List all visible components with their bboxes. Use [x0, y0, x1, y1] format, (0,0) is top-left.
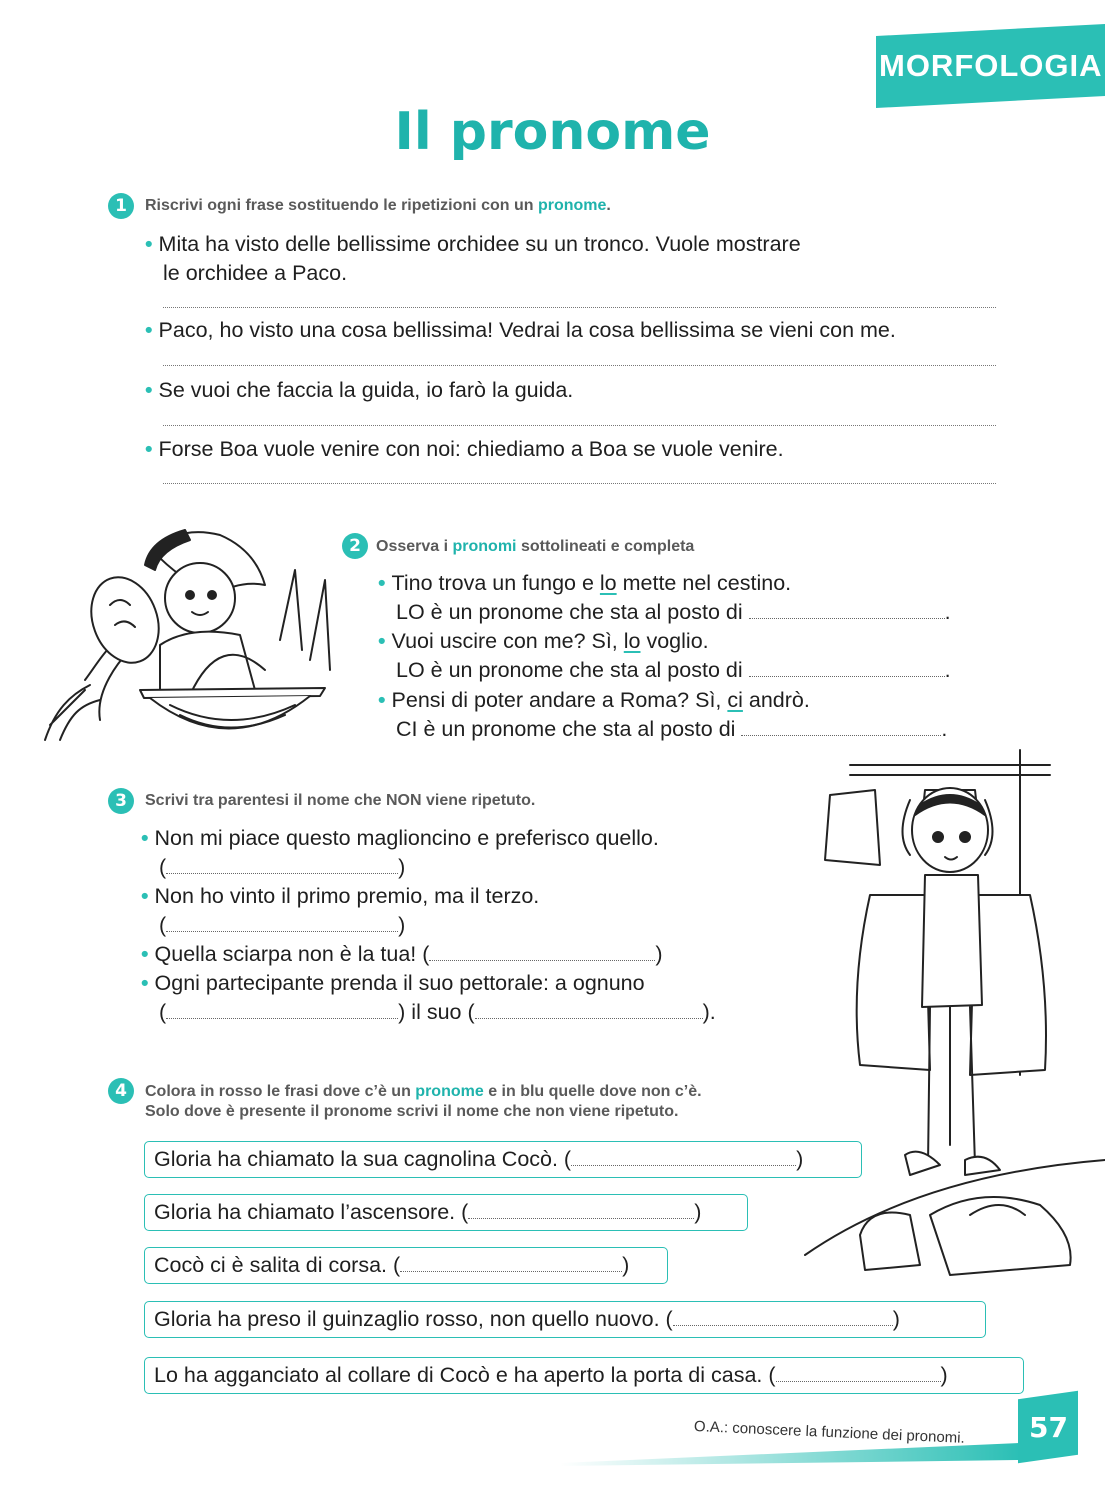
answer-blank[interactable]: [475, 1001, 703, 1019]
exercise-3-item-2: • Non ho vinto il primo premio, ma il terzo. ( ): [141, 884, 540, 937]
answer-line-2[interactable]: [163, 365, 996, 366]
answer-blank[interactable]: [429, 943, 655, 961]
answer-line-4[interactable]: [163, 483, 996, 484]
exercise-2-number: 2: [342, 533, 368, 559]
girl-with-clothes-illustration: [800, 745, 1105, 1305]
exercise-3-item-3: • Quella sciarpa non è la tua! ( ): [141, 942, 663, 966]
answer-blank[interactable]: [673, 1308, 893, 1326]
exercise-2-item-3: • Pensi di poter andare a Roma? Sì, ci andrò. CI è un pronome che sta al posto di .: [378, 688, 948, 741]
sentence-box-3[interactable]: Cocò ci è salita di corsa. ( ): [144, 1247, 668, 1284]
answer-blank[interactable]: [749, 601, 945, 619]
boy-with-basket-illustration: [40, 510, 340, 745]
page-title: Il pronome: [394, 102, 711, 162]
page-number-badge: [1018, 1391, 1078, 1463]
sentence-box-4[interactable]: Gloria ha preso il guinzaglio rosso, non quello nuovo. ( ): [144, 1301, 986, 1338]
answer-blank[interactable]: [749, 659, 945, 677]
answer-blank[interactable]: [166, 914, 398, 932]
exercise-2-instruction: Osserva i pronomi sottolineati e completa: [376, 538, 695, 555]
answer-blank[interactable]: [468, 1201, 694, 1219]
exercise-4-number: 4: [108, 1078, 134, 1104]
page-number: 57: [1028, 1410, 1068, 1444]
section-tag: [876, 24, 1105, 108]
exercise-3-item-4: • Ogni partecipante prenda il suo pettorale: a ognuno ( ) il suo ( ).: [141, 971, 716, 1024]
exercise-2-item-1: • Tino trova un fungo e lo mette nel cestino. LO è un pronome che sta al posto di .: [378, 571, 951, 624]
exercise-3-instruction: Scrivi tra parentesi il nome che NON viene ripetuto.: [145, 792, 536, 809]
answer-blank[interactable]: [741, 718, 941, 736]
answer-blank[interactable]: [166, 1001, 398, 1019]
learning-objective: O.A.: conoscere la funzione dei pronomi.: [693, 1418, 966, 1447]
exercise-1-number: 1: [108, 193, 134, 219]
sentence-box-2[interactable]: Gloria ha chiamato l’ascensore. ( ): [144, 1194, 748, 1231]
answer-line-3[interactable]: [163, 425, 996, 426]
exercise-2-item-2: • Vuoi uscire con me? Sì, lo voglio. LO è un pronome che sta al posto di .: [378, 629, 951, 682]
exercise-3-number: 3: [108, 788, 134, 814]
exercise-1-sentence-4: • Forse Boa vuole venire con noi: chiediamo a Boa se vuole venire.: [145, 437, 784, 461]
exercise-4-instruction: Colora in rosso le frasi dove c’è un pronome e in blu quelle dove non c’è. Solo dove è presente il pronome scrivi il nome che non viene ripetuto.: [145, 1083, 702, 1120]
sentence-box-1[interactable]: Gloria ha chiamato la sua cagnolina Cocò. ( ): [144, 1141, 862, 1178]
exercise-1-sentence-1: • Mita ha visto delle bellissime orchidee su un tronco. Vuole mostrare le orchidee a Paco.: [145, 232, 801, 285]
sentence-box-5[interactable]: Lo ha agganciato al collare di Cocò e ha aperto la porta di casa. ( ): [144, 1357, 1024, 1394]
footer-swoosh: [560, 1438, 1020, 1468]
answer-blank[interactable]: [400, 1254, 622, 1272]
exercise-3-item-1: • Non mi piace questo maglioncino e preferisco quello. ( ): [141, 826, 659, 879]
answer-blank[interactable]: [571, 1148, 796, 1166]
exercise-1-sentence-2: • Paco, ho visto una cosa bellissima! Vedrai la cosa bellissima se vieni con me.: [145, 318, 896, 342]
exercise-1-sentence-3: • Se vuoi che faccia la guida, io farò la guida.: [145, 378, 574, 402]
section-tag-label: MORFOLOGIA: [878, 48, 1103, 84]
answer-line-1[interactable]: [163, 307, 996, 308]
answer-blank[interactable]: [166, 856, 398, 874]
answer-blank[interactable]: [776, 1364, 941, 1382]
exercise-1-instruction: Riscrivi ogni frase sostituendo le ripetizioni con un pronome.: [145, 197, 611, 214]
